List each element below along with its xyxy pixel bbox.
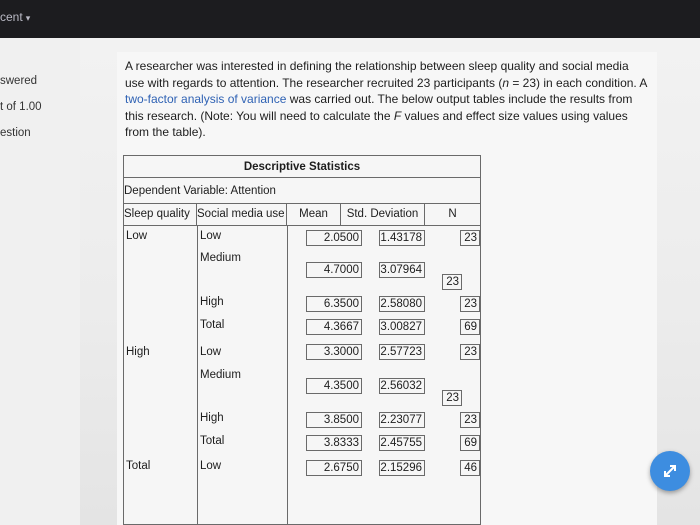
question-content [117,52,657,525]
mean-cell: 3.8500 [306,412,362,428]
mean-cell: 4.3500 [306,378,362,394]
n-cell: 23 [442,274,462,290]
mean-cell: 2.0500 [306,230,362,246]
group-label-low: Low [126,230,148,242]
flag-question-link[interactable]: estion [0,127,31,139]
breadcrumb[interactable] [0,10,30,24]
n-cell: 23 [460,296,480,312]
answered-status: swered [0,75,38,87]
header-social-media-use: Social media use [197,204,287,226]
anova-link[interactable]: two-factor analysis of variance [125,92,287,106]
social-media-cell: Total [200,319,225,331]
table-title: Descriptive Statistics [124,156,480,178]
social-media-cell: Total [200,435,225,447]
std-deviation-cell: 2.56032 [379,378,425,394]
std-deviation-cell: 1.43178 [379,230,425,246]
group-label-high: High [126,346,150,358]
social-media-cell: Low [200,346,222,358]
n-symbol: n [502,75,509,90]
question-text [125,58,647,141]
std-deviation-cell: 2.23077 [379,412,425,428]
expand-button[interactable] [650,451,690,491]
n-cell: 69 [460,435,480,451]
question-text-part: A researcher was interested in defining the relationship between sleep quality and social media use with regards to attention. The researcher recruited 23 participants ( [125,59,629,90]
n-cell: 23 [460,230,480,246]
std-deviation-cell: 3.00827 [379,319,425,335]
n-cell: 69 [460,319,480,335]
mean-cell: 2.6750 [306,460,362,476]
header-n: N [425,204,480,226]
std-deviation-cell: 2.45755 [379,435,425,451]
social-media-cell: Low [200,460,222,472]
n-cell: 23 [460,412,480,428]
social-media-cell: Low [200,230,222,242]
question-text-part: = 23) in each condition. A [509,75,647,90]
std-deviation-cell: 3.07964 [379,262,425,278]
question-text-part: was carried out. The below output tables include the results from this research. (Note: You will need to calculate the [125,92,633,123]
std-deviation-cell: 2.57723 [379,344,425,360]
n-cell: 23 [442,390,462,406]
expand-arrows-icon [662,463,678,479]
column-divider [287,226,288,524]
n-cell: 23 [460,344,480,360]
header-mean: Mean [287,204,341,226]
top-bar [0,0,700,38]
mean-cell: 3.3000 [306,344,362,360]
std-deviation-cell: 2.15296 [379,460,425,476]
mean-cell: 4.7000 [306,262,362,278]
social-media-cell: High [200,412,224,424]
descriptive-statistics-table [123,155,481,525]
chevron-down-icon[interactable]: ▾ [25,13,31,23]
breadcrumb-label: cent [0,10,23,24]
social-media-cell: High [200,296,224,308]
header-sleep-quality: Sleep quality [124,204,197,226]
question-text-part: values and effect size values using values from the table). [125,108,628,139]
group-label-total: Total [126,460,151,472]
question-info-panel [0,38,80,525]
social-media-cell: Medium [200,252,241,264]
header-std-deviation: Std. Deviation [341,204,425,226]
mean-cell: 3.8333 [306,435,362,451]
points-label: t of 1.00 [0,101,42,113]
column-divider [197,226,198,524]
mean-cell: 4.3667 [306,319,362,335]
social-media-cell: Medium [200,369,241,381]
std-deviation-cell: 2.58080 [379,296,425,312]
n-cell: 46 [460,460,480,476]
f-symbol: F [393,108,402,123]
page [0,38,700,525]
dependent-variable-label: Dependent Variable: Attention [124,178,480,204]
mean-cell: 6.3500 [306,296,362,312]
